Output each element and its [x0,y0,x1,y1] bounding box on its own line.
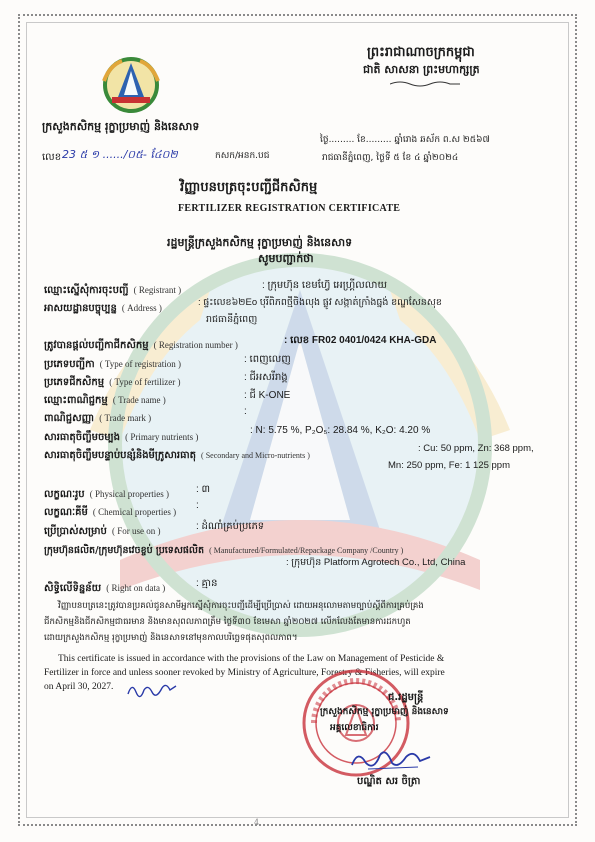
field-label-kh: ពាណិជ្ជសញ្ញា [44,413,95,424]
field-value-right-on-data: : គ្មាន [196,578,218,589]
certificate-title-khmer: វិញ្ញាបនបត្រចុះបញ្ជីជីកសិកម្ម [180,180,318,195]
field-value-physical-properties: : ៣ [196,484,211,495]
field-label-kh: សារធាតុចិញ្ចឹមចម្បង [44,432,120,443]
field-label-en: ( Chemical properties ) [92,507,177,517]
field-trade-mark [44,406,151,426]
khmer-notice-line-3: ដោយក្រសួងកសិកម្ម រុក្ខាប្រមាញ់ និងនេសាទនៅមុនកាលបរិច្ឆេទផុតសុពលភាព។ [44,633,298,643]
field-label-en: ( Address ) [121,303,162,313]
minister-handwritten-signature [348,745,434,773]
field-label-kh: លក្ខណៈគីមី [44,507,88,518]
khmer-notice-line-1: វិញ្ញាបនបត្រនេះត្រូវបានប្រគល់ជូនសាមីអ្នកស្នើសុំការចុះបញ្ជីដើម្បីប្រើប្រាស់ ដោយអនុលោមតាមច្បាប់ស្តីពីការគ្រប់គ្រង [58,601,424,611]
signature-ministry: ក្រសួងកសិកម្ម រុក្ខាប្រមាញ់ និងនេសាទ [320,707,449,717]
signatory-name: បណ្ឌិត សរ ចិត្រា [357,776,421,787]
ministry-heading: ក្រសួងកសិកម្ម រុក្ខាប្រមាញ់ និងនេសាទ [42,120,200,133]
field-label-en: ( Registrant ) [133,285,182,295]
field-value-primary-nutrients: : N: 5.75 %, P₂O₅: 28.84 %, K₂O: 4.20 % [250,425,431,436]
field-value-address-city: រាជធានីភ្នំពេញ [206,314,258,325]
english-notice-line-2: Fertilizer in force and unless sooner revoked by Ministry of Agriculture, Forestry & Fisheries, will expire [44,668,445,678]
khmer-notice-line-2: ជីកសិកម្មនិងជីកសិកម្មជាធរមាន និងមានសុពលភាពត្រឹម ថ្ងៃទី៣០ ខែមេសា ឆ្នាំ២០២៧ លើកលែងតែមានការដកហូត [44,617,411,627]
field-label-en: ( Type of registration ) [99,359,182,369]
signature-title: អគ្គលេខាធិការ [330,723,379,733]
field-value-for-use-on: : ដំណាំគ្រប់ប្រភេទ [196,521,265,532]
english-notice-line-3: on April 30, 2027. [44,682,114,692]
field-label-kh: ឈ្មោះពាណិជ្ជកម្ម [44,395,108,406]
field-value-chemical-properties: : [196,500,199,511]
field-manufacturer [44,538,403,558]
kingdom-heading: ព្រះរាជាណាចក្រកម្ពុជា [367,45,475,60]
date-line-solar: រាជធានីភ្នំពេញ, ថ្ងៃទី ៥ ខែ ៤ ឆ្នាំ២០២៤ [322,153,459,163]
field-chemical-properties [44,500,176,520]
field-type-registration [44,352,181,372]
field-registration-number [44,333,238,353]
reference-number-value: 23 ៥ ១ ....../០៥- ៤ែ០២ [62,148,178,161]
field-label-kh: ឈ្មោះស្នើសុំការចុះបញ្ជី [44,285,129,296]
field-right-on-data [44,576,165,596]
field-physical-properties [44,482,169,502]
field-secondary-nutrients [44,443,310,463]
date-line-lunar: ថ្ងៃ......... ខែ......... ឆ្នាំរោង ឆស័ក ព.ស ២៥៦៧ [320,135,490,145]
field-label-en: ( Trade mark ) [99,413,152,423]
field-value-type-fertilizer: : ជីអសរីរាង្គ [244,372,288,383]
field-value-secondary-nutrients-2: Mn: 250 ppm, Fe: 1 125 ppm [388,460,510,471]
reference-number-suffix: កសក/អនក.បជ [215,151,270,161]
field-value-address: : ផ្ទះលេខ៦២Eo បុរីពិភពថ្មីចិងលុង ផ្លូវ សង្កាត់ក្រាំងធ្នង់ ខណ្ឌសែនសុខ [198,297,442,308]
field-trade-name [44,388,166,408]
field-label-kh: សិទ្ធិលើទិន្នន័យ [44,583,102,594]
field-label-en: ( Registration number ) [153,340,238,350]
field-value-type-registration: : ពេញលេញ [244,354,291,365]
minister-heading: រដ្ឋមន្ត្រីក្រសួងកសិកម្ម រុក្ខាប្រមាញ់ និងនេសាទ [167,236,353,249]
field-value-registrant: : ក្រុមហ៊ុន ខេមហ្វ៊ែ អេហ្គ្រីលលាយ [262,280,387,291]
field-label-en: ( Physical properties ) [89,489,169,499]
field-label-kh: លក្ខណៈរូប [44,489,85,500]
field-value-secondary-nutrients-1: : Cu: 50 ppm, Zn: 368 ppm, [418,443,534,454]
field-label-kh: ប្រើប្រាស់សម្រាប់ [44,526,107,537]
field-label-en: ( For use on ) [111,526,161,536]
field-label-kh: សារធាតុចិញ្ចឹមបន្ទាប់បន្សំនិងមីក្រូសារធាតុ [44,450,196,461]
certify-heading: សូមបញ្ជាក់ថា [258,252,314,265]
field-type-fertilizer [44,370,181,390]
signature-for-minister: ជ.រដ្ឋមន្ត្រី [388,692,424,703]
field-value-trade-name: : ជី K-ONE [244,390,291,401]
field-for-use-on [44,519,160,539]
field-label-kh: អាសយដ្ឋានបច្ចុប្បន្ន [44,303,117,314]
english-notice-line-1: This certificate is issued in accordance with the provisions of the Law on Management of Pesticide & [58,654,445,664]
field-address [44,296,162,316]
certificate-title-english: FERTILIZER REGISTRATION CERTIFICATE [178,203,401,214]
field-label-en: ( Manufactured/Formulated/Repackage Company /Country ) [209,546,404,555]
footer-mark: 4 [254,818,260,827]
ministry-emblem-logo [98,57,164,113]
handwritten-initials-signature [126,680,178,698]
field-value-registration-number: : លេខ FR02 0401/0424 KHA-GDA [284,335,437,346]
field-label-kh: ត្រូវបានផ្តល់បញ្ជីកាជីកសិកម្ម [44,340,149,351]
field-label-en: ( Trade name ) [112,395,166,405]
field-label-kh: ក្រុមហ៊ុនផលិត/ក្រុមហ៊ុនវេចខ្ចប់ ប្រទេសផលិត [44,545,204,556]
field-label-en: ( Primary nutrients ) [125,432,199,442]
field-label-en: ( Right on data ) [106,583,166,593]
field-label-kh: ប្រភេទបញ្ជីកា [44,359,95,370]
field-label-kh: ប្រភេទជីកសិកម្ម [44,377,105,388]
field-label-en: ( Type of fertilizer ) [109,377,181,387]
motto-heading: ជាតិ សាសនា ព្រះមហាក្សត្រ [363,63,480,76]
field-value-manufacturer: : ក្រុមហ៊ុន Platform Agrotech Co., Ltd, China [286,557,466,568]
field-registrant [44,278,181,298]
field-primary-nutrients [44,425,198,445]
field-label-en: ( Secondary and Micro-nutrients ) [201,451,310,460]
field-value-trade-mark: : [244,406,247,417]
motto-ornament-icon [390,80,460,88]
reference-number-label: លេខ [42,152,62,163]
